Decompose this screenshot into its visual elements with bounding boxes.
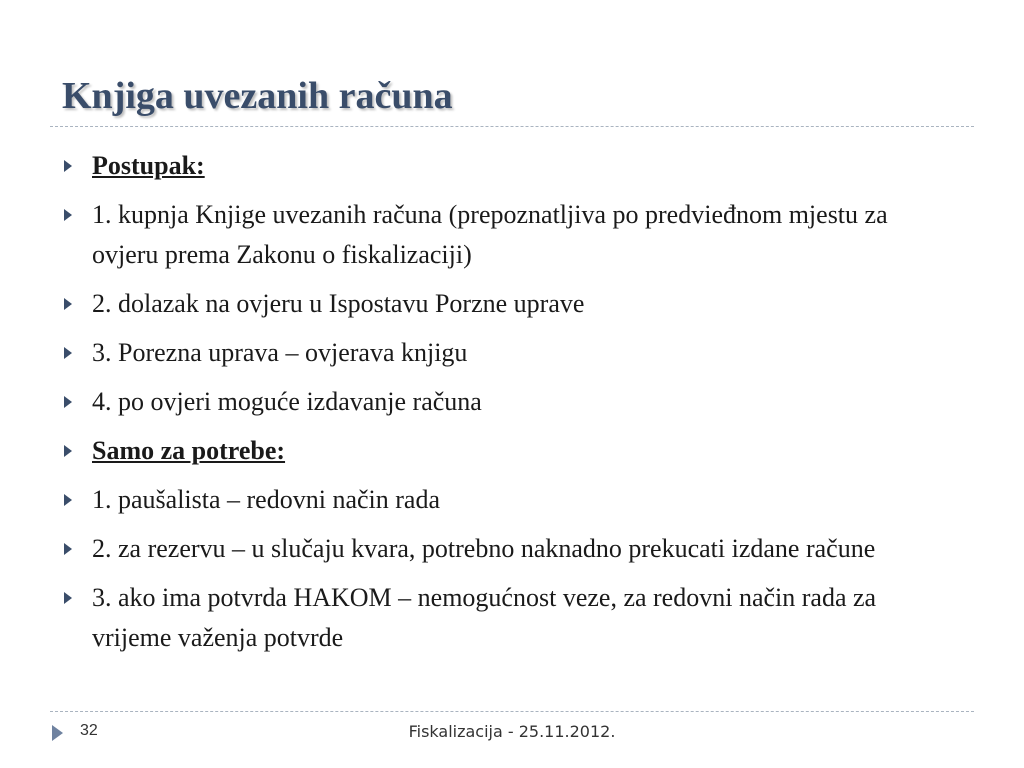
triangle-right-icon [64, 160, 72, 172]
bullet-text: 2. za rezervu – u slučaju kvara, potrebno naknadno prekucati izdane račune [92, 534, 876, 563]
bullet-list [60, 146, 940, 667]
bullet-item [60, 578, 940, 658]
bullet-text: Samo za potrebe: [92, 436, 286, 465]
bullet-text: 4. po ovjeri moguće izdavanje računa [92, 387, 482, 416]
title-divider [50, 126, 974, 127]
bullet-text: Postupak: [92, 151, 205, 180]
triangle-right-icon [64, 396, 72, 408]
bullet-text: 1. paušalista – redovni način rada [92, 485, 440, 514]
bullet-item [60, 284, 940, 324]
triangle-right-icon [64, 347, 72, 359]
bullet-item [60, 382, 940, 422]
bullet-item [60, 529, 940, 569]
triangle-right-icon [64, 543, 72, 555]
bullet-text: 3. Porezna uprava – ovjerava knjigu [92, 338, 468, 367]
bullet-text: 1. kupnja Knjige uvezanih računa (prepoznatljiva po predvieđnom mjestu za ovjeru prema Zakonu o fiskalizaciji) [92, 200, 888, 269]
bullet-item [60, 195, 940, 275]
footer-divider [50, 711, 974, 712]
bullet-item [60, 480, 940, 520]
triangle-right-icon [64, 494, 72, 506]
triangle-right-icon [64, 445, 72, 457]
slide-title: Knjiga uvezanih računa [62, 75, 453, 117]
triangle-right-icon [64, 209, 72, 221]
bullet-item [60, 431, 940, 471]
triangle-right-icon [64, 298, 72, 310]
bullet-item [60, 146, 940, 186]
triangle-right-icon [64, 592, 72, 604]
bullet-text: 2. dolazak na ovjeru u Ispostavu Porzne uprave [92, 289, 585, 318]
page-number: 32 [80, 722, 98, 739]
bullet-item [60, 333, 940, 373]
bullet-text: 3. ako ima potvrda HAKOM – nemogućnost veze, za redovni način rada za vrijeme važenja potvrde [92, 583, 877, 652]
footer-text: Fiskalizacija - 25.11.2012. [408, 722, 616, 741]
